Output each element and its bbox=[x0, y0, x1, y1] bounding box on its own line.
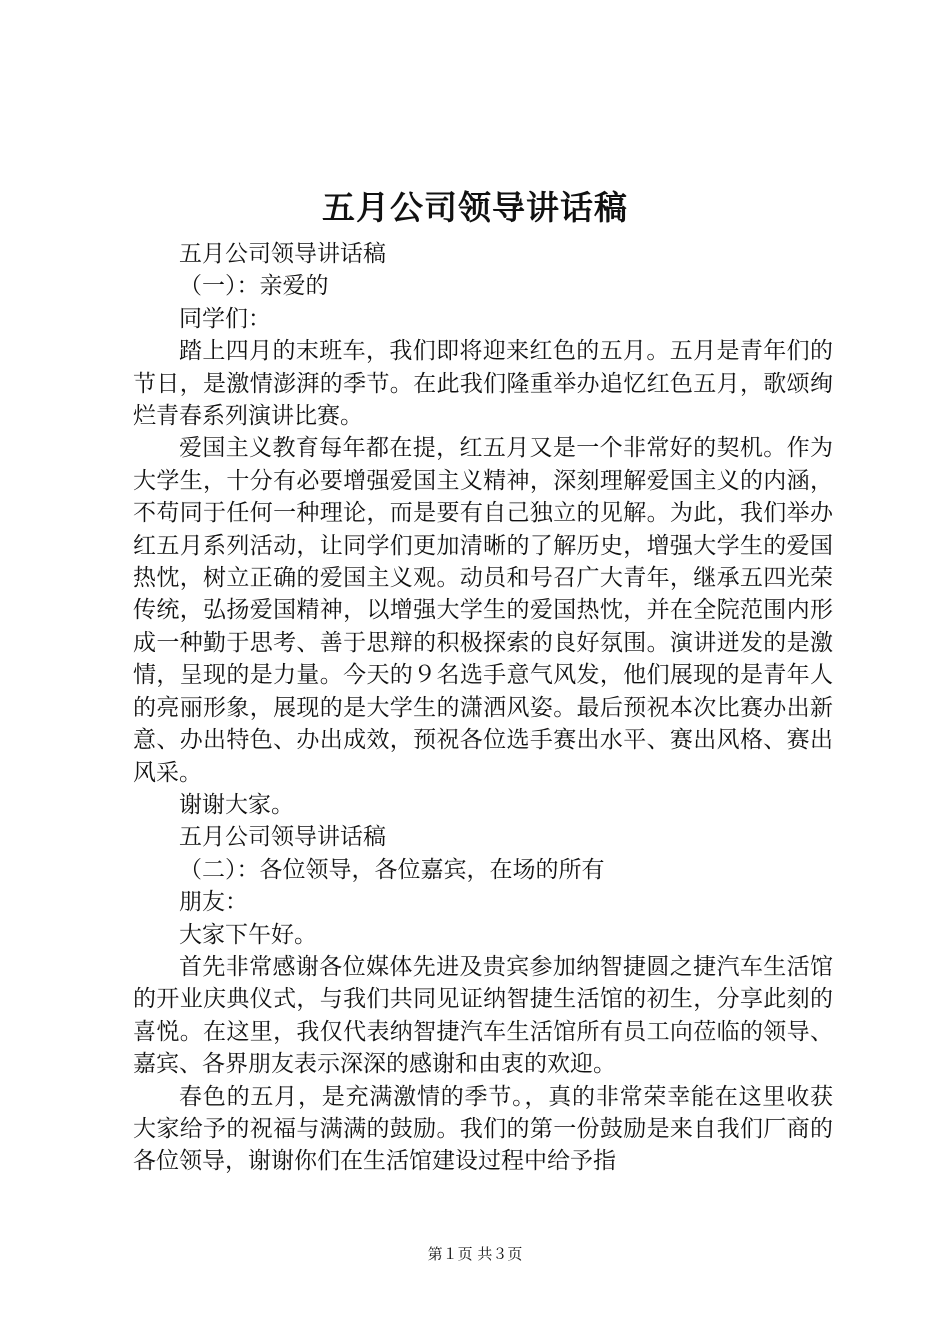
paragraph: 同学们： bbox=[179, 305, 271, 332]
page-footer: 第１页 共３页 bbox=[427, 1245, 523, 1263]
paragraph: 首先非常感谢各位媒体先进及贵宾参加纳智捷圆之捷汽车生活馆的开业庆典仪式，与我们共同见证纳智捷生活馆的初生，分享此刻的喜悦。在这里，我仅代表纳智捷汽车生活馆所有员工向莅临的领导、嘉宾、各界朋友表示深深的感谢和由衷的欢迎。 bbox=[133, 953, 833, 1078]
paragraph: （二）：各位领导，各位嘉宾，在场的所有 bbox=[179, 856, 605, 883]
paragraph: 朋友： bbox=[179, 889, 248, 916]
paragraph: 五月公司领导讲话稿 bbox=[179, 241, 386, 267]
paragraph: 大家下午好。 bbox=[179, 921, 317, 948]
paragraph: 五月公司领导讲话稿 bbox=[179, 824, 386, 851]
document-title: 五月公司领导讲话稿 bbox=[322, 188, 628, 227]
paragraph: （一）：亲爱的 bbox=[179, 273, 329, 300]
paragraph: 踏上四月的末班车，我们即将迎来红色的五月。五月是青年们的节日，是激情澎湃的季节。在此我们隆重举办追忆红色五月，歌颂绚烂青春系列演讲比赛。 bbox=[133, 338, 833, 430]
paragraph: 爱国主义教育每年都在提，红五月又是一个非常好的契机。作为大学生，十分有必要增强爱国主义精神，深刻理解爱国主义的内涵，不苟同于任何一种理论，而是要有自己独立的见解。为此，我们举办红五月系列活动，让同学们更加清晰的了解历史，增强大学生的爱国热忱，树立正确的爱国主义观。动员和号召广大青年，继承五四光荣传统，弘扬爱国精神，以增强大学生的爱国热忱，并在全院范围内形成一种勤于思考、善于思辩的积极探索的良好氛围。演讲迸发的是激情，呈现的是力量。今天的９名选手意气风发，他们展现的是青年人的亮丽形象，展现的是大学生的潇洒风姿。最后预祝本次比赛办出新意、办出特色、办出成效，预祝各位选手赛出水平、赛出风格、赛出风采。 bbox=[133, 435, 833, 786]
document-body bbox=[133, 238, 833, 1178]
paragraph: 谢谢大家。 bbox=[179, 791, 294, 818]
paragraph: 春色的五月，是充满激情的季节。，真的非常荣幸能在这里收获大家给予的祝福与满满的鼓励。我们的第一份鼓励是来自我们厂商的各位领导，谢谢你们在生活馆建设过程中给予指 bbox=[133, 1083, 833, 1175]
